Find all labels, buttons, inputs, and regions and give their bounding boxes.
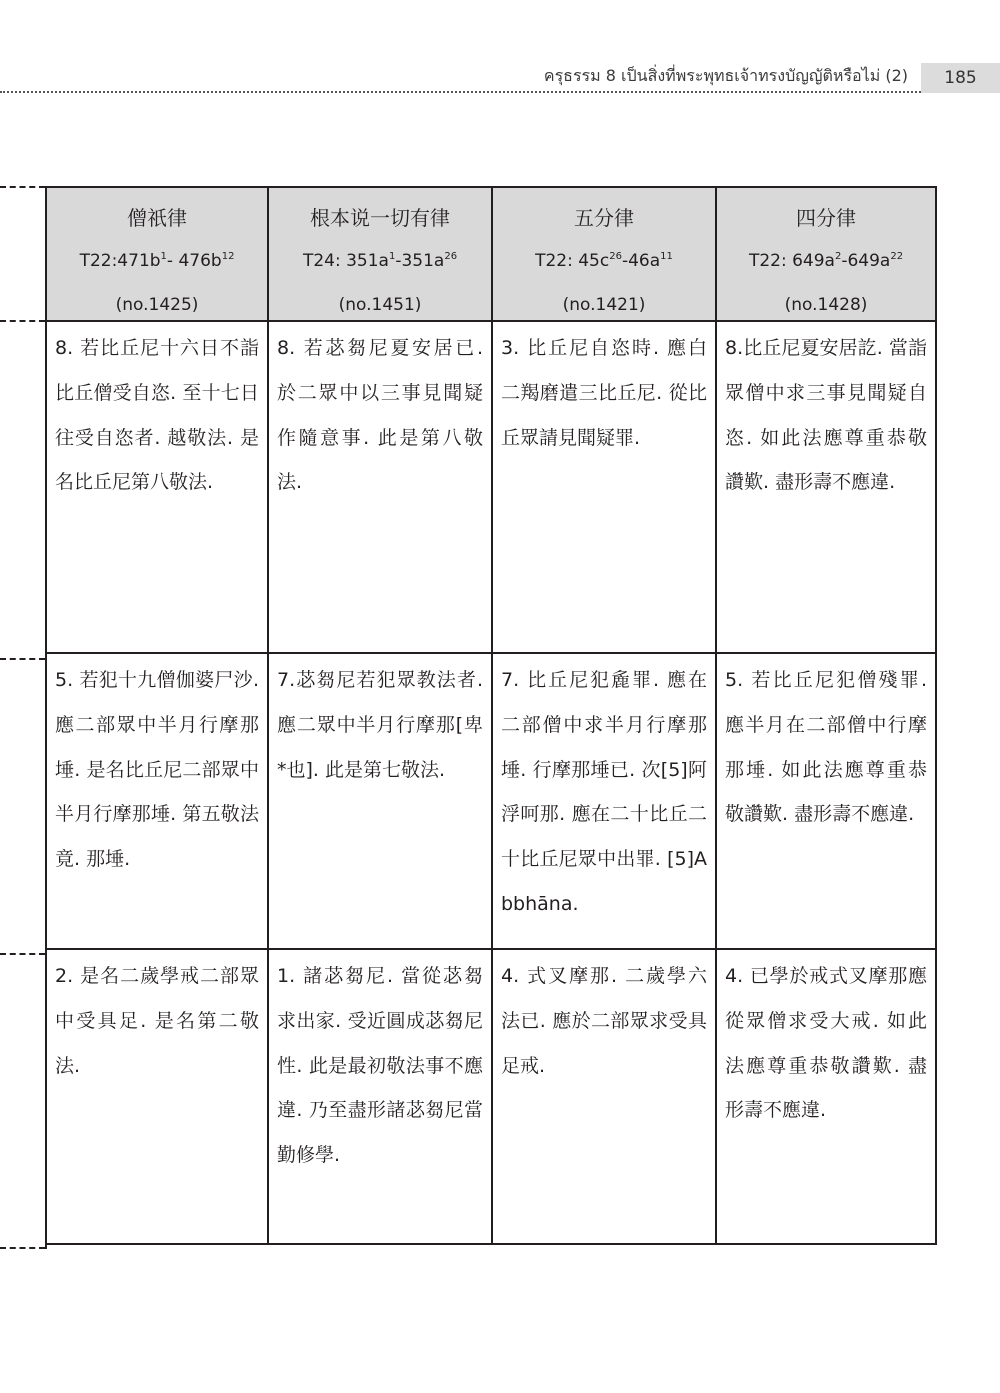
table-cell: 2. 是名二歲學戒二部眾中受具足. 是名第二敬法.: [46, 949, 268, 1244]
column-number: (no.1428): [784, 295, 868, 315]
column-reference: T22: $45c^{26}-46a^{11}$: [535, 251, 673, 271]
column-header: [46, 187, 268, 321]
table-cell: 7.苾芻尼若犯眾教法者. 應二眾中半月行摩那[卑*也]. 此是第七敬法.: [268, 653, 492, 949]
dashed-row-divider: [0, 658, 45, 660]
table-cell: 5. 若犯十九僧伽婆尸沙. 應二部眾中半月行摩那埵. 是名比丘尼二部眾中半月行摩那埵. 第五敬法竟. 那埵.: [46, 653, 268, 949]
column-reference: T24: $351a^1-351a^{26}$: [302, 251, 458, 271]
table-cell: 4. 已學於戒式叉摩那應從眾僧求受大戒. 如此法應尊重恭敬讚歎. 盡形壽不應違.: [716, 949, 936, 1244]
table-cell: 3. 比丘尼自恣時. 應白二羯磨遣三比丘尼. 從比丘眾請見聞疑罪.: [492, 321, 716, 653]
chapter-title: ครุธรรม 8 เป็นสิ่งที่พระพุทธเจ้าทรงบัญญัติหรือไม่ (2): [543, 66, 908, 85]
dashed-row-divider: [0, 1247, 45, 1249]
dashed-row-divider: [0, 186, 45, 188]
vinaya-comparison-table: [45, 186, 937, 1245]
table-cell: 8.比丘尼夏安居訖. 當詣眾僧中求三事見聞疑自恣. 如此法應尊重恭敬讚歎. 盡形壽不應違.: [716, 321, 936, 653]
table-row: [46, 949, 936, 1244]
column-header: [492, 187, 716, 321]
header-dotted-rule: [0, 91, 921, 93]
column-reference: $T22:471b^1-$ $476b^{12}$: [79, 251, 235, 271]
page-number: 185: [921, 63, 1000, 93]
column-title: 根本说一切有律: [310, 206, 450, 230]
table-row: [46, 653, 936, 949]
column-title: 僧祇律: [127, 206, 187, 230]
column-header: [716, 187, 936, 321]
table-cell: 7. 比丘尼犯麁罪. 應在二部僧中求半月行摩那埵. 行摩那埵已. 次[5]阿浮呵那. 應在二十比丘二十比丘尼眾中出罪. [5]Abbhāna.: [492, 653, 716, 949]
table-cell: 8. 若比丘尼十六日不詣比丘僧受自恣. 至十七日往受自恣者. 越敬法. 是名比丘尼第八敬法.: [46, 321, 268, 653]
table-cell: 5. 若比丘尼犯僧殘罪. 應半月在二部僧中行摩那埵. 如此法應尊重恭敬讚歎. 盡形壽不應違.: [716, 653, 936, 949]
column-reference: T22: $649a^2-649a^{22}$: [748, 251, 904, 271]
column-number: (no.1451): [338, 295, 422, 315]
table-cell: 4. 式叉摩那. 二歲學六法已. 應於二部眾求受具足戒.: [492, 949, 716, 1244]
table-row: [46, 321, 936, 653]
dashed-row-divider: [0, 953, 45, 955]
column-number: (no.1421): [562, 295, 646, 315]
dashed-row-divider: [0, 320, 45, 322]
table-cell: 8. 若苾芻尼夏安居已. 於二眾中以三事見聞疑作隨意事. 此是第八敬法.: [268, 321, 492, 653]
table-cell: 1. 諸苾芻尼. 當從苾芻求出家. 受近圓成苾芻尼性. 此是最初敬法事不應違. 乃至盡形諸苾芻尼當勤修學.: [268, 949, 492, 1244]
column-title: 五分律: [574, 206, 634, 230]
column-title: 四分律: [796, 206, 856, 230]
column-header: [268, 187, 492, 321]
table-header-row: [46, 187, 936, 321]
column-number: (no.1425): [115, 295, 199, 315]
